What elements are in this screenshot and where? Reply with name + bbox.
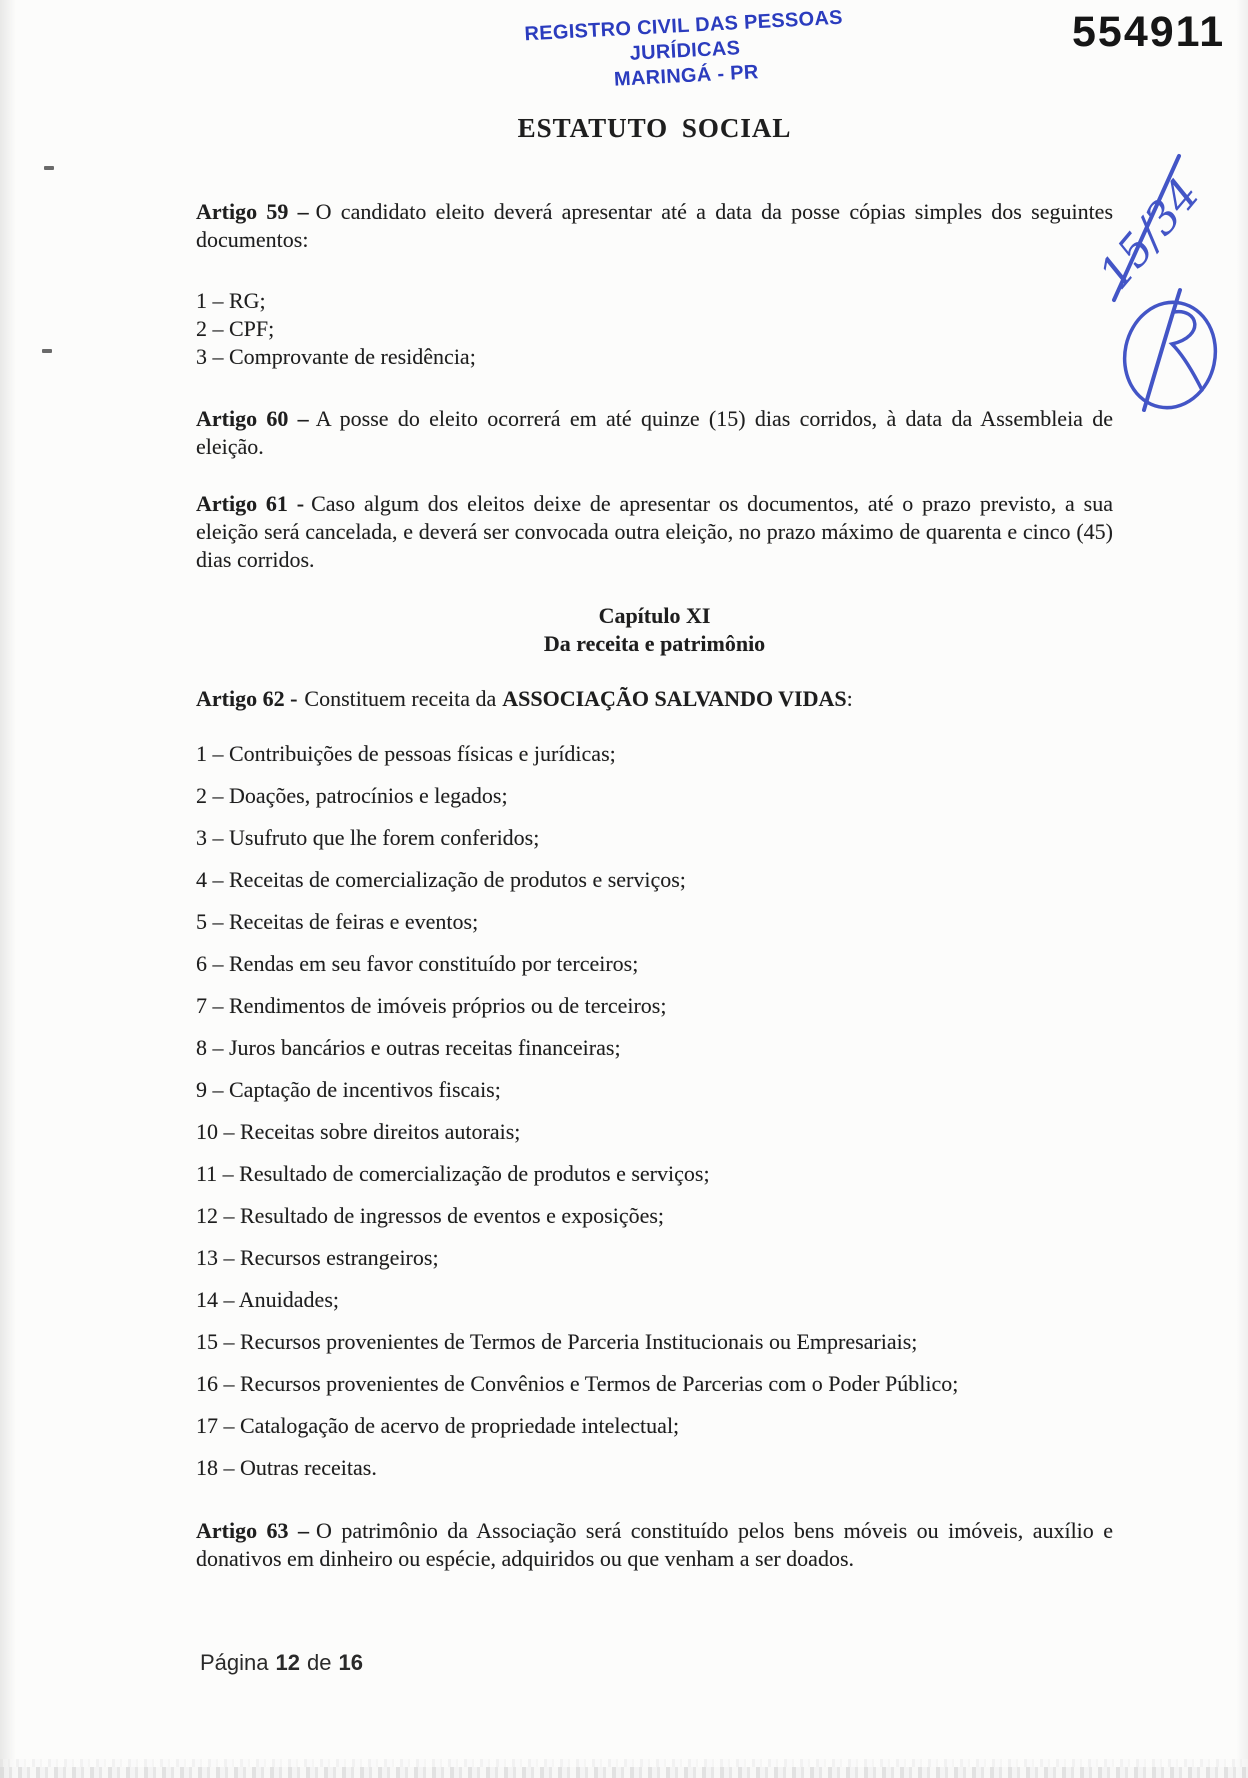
rubric-signature: [1115, 290, 1225, 416]
list-item: 8 – Juros bancários e outras receitas financeiras;: [196, 1035, 621, 1060]
page-number: 12: [275, 1650, 300, 1675]
list-item: 16 – Recursos provenientes de Convênios e Termos de Parcerias com o Poder Público;: [196, 1371, 959, 1396]
page-footer: [200, 1650, 370, 1676]
handwritten-fraction: 15/34: [1089, 169, 1210, 300]
chapter-heading: [196, 602, 1113, 658]
page-footer-label: Página: [200, 1650, 269, 1675]
article-62-text: Constituem receita da: [304, 686, 497, 711]
bottom-scan-edge: [0, 1767, 1248, 1778]
list-item: 12 – Resultado de ingressos de eventos e exposições;: [196, 1203, 665, 1228]
list-item: 5 – Receitas de feiras e eventos;: [196, 909, 479, 934]
article-63-paragraph: [196, 1517, 1113, 1573]
registry-stamp: [468, 3, 901, 100]
article-60-text: A posse do eleito ocorrerá em até quinze (15) dias corridos, à data da Assembleia de eleição.: [196, 406, 1114, 459]
documents-list: [196, 287, 1113, 371]
rubric-circle: [1115, 294, 1225, 416]
article-62-paragraph: [196, 685, 1113, 713]
list-item: 7 – Rendimentos de imóveis próprios ou de terceiros;: [196, 993, 667, 1018]
list-item: 2 – CPF;: [196, 316, 275, 341]
registry-stamp-line1: REGISTRO CIVIL DAS PESSOAS JURÍDICAS: [523, 6, 844, 65]
list-item: 15 – Recursos provenientes de Termos de Parceria Institucionais ou Empresariais;: [196, 1329, 918, 1354]
article-59-label: Artigo 59 –: [196, 199, 309, 224]
handwritten-annotation: [1078, 130, 1248, 430]
list-item: 4 – Receitas de comercialização de produtos e serviços;: [196, 867, 686, 892]
page-total: 16: [338, 1650, 363, 1675]
list-item: 11 – Resultado de comercialização de produtos e serviços;: [196, 1161, 710, 1186]
bottom-scan-noise: [0, 1759, 1248, 1767]
list-item: 6 – Rendas em seu favor constituído por terceiros;: [196, 951, 639, 976]
article-63-text: O patrimônio da Associação será constituído pelos bens móveis ou imóveis, auxílio e donativos em dinheiro ou espécie, adquiridos ou que venham a ser doados.: [196, 1518, 1113, 1571]
article-60-paragraph: [196, 405, 1113, 461]
list-item: 10 – Receitas sobre direitos autorais;: [196, 1119, 521, 1144]
article-61-paragraph: [196, 490, 1113, 574]
article-61-label: Artigo 61 -: [196, 491, 305, 516]
chapter-title: Capítulo XI: [598, 603, 711, 628]
list-item: 18 – Outras receitas.: [196, 1455, 377, 1480]
article-63-label: Artigo 63 –: [196, 1518, 309, 1543]
article-61-text: Caso algum dos eleitos deixe de apresentar os documentos, até o prazo previsto, a sua eleição será cancelada, e deverá ser convocada outra eleição, no prazo máximo de quarenta e cinco (45) dias corridos.: [196, 491, 1113, 572]
page-number-stamp: 554911: [1072, 8, 1226, 56]
margin-mark: [44, 166, 54, 170]
list-item: 13 – Recursos estrangeiros;: [196, 1245, 439, 1270]
rubric-letter-bowl: [1172, 312, 1202, 390]
left-scan-edge: [0, 0, 16, 1778]
list-item: 9 – Captação de incentivos fiscais;: [196, 1077, 501, 1102]
registry-stamp-line2: MARINGÁ - PR: [613, 61, 760, 91]
article-62-label: Artigo 62 -: [196, 686, 298, 711]
list-item: 3 – Usufruto que lhe forem conferidos;: [196, 825, 540, 850]
revenue-list: [196, 740, 1113, 1496]
page-footer-separator: de: [307, 1650, 332, 1675]
list-item: 2 – Doações, patrocínios e legados;: [196, 783, 508, 808]
list-item: 1 – RG;: [196, 288, 266, 313]
article-62-colon: :: [846, 686, 853, 711]
association-name: ASSOCIAÇÃO SALVANDO VIDAS: [502, 686, 847, 711]
document-title: ESTATUTO SOCIAL: [517, 113, 792, 143]
chapter-subtitle: Da receita e patrimônio: [543, 631, 766, 656]
margin-mark: [42, 349, 52, 353]
list-item: 3 – Comprovante de residência;: [196, 344, 476, 369]
list-item: 1 – Contribuições de pessoas físicas e jurídicas;: [196, 741, 616, 766]
list-item: 14 – Anuidades;: [196, 1287, 339, 1312]
article-60-label: Artigo 60 –: [196, 406, 309, 431]
article-59-text: O candidato eleito deverá apresentar até a data da posse cópias simples dos seguintes documentos:: [196, 199, 1114, 252]
list-item: 17 – Catalogação de acervo de propriedade intelectual;: [196, 1413, 680, 1438]
article-59-paragraph: [196, 198, 1113, 254]
